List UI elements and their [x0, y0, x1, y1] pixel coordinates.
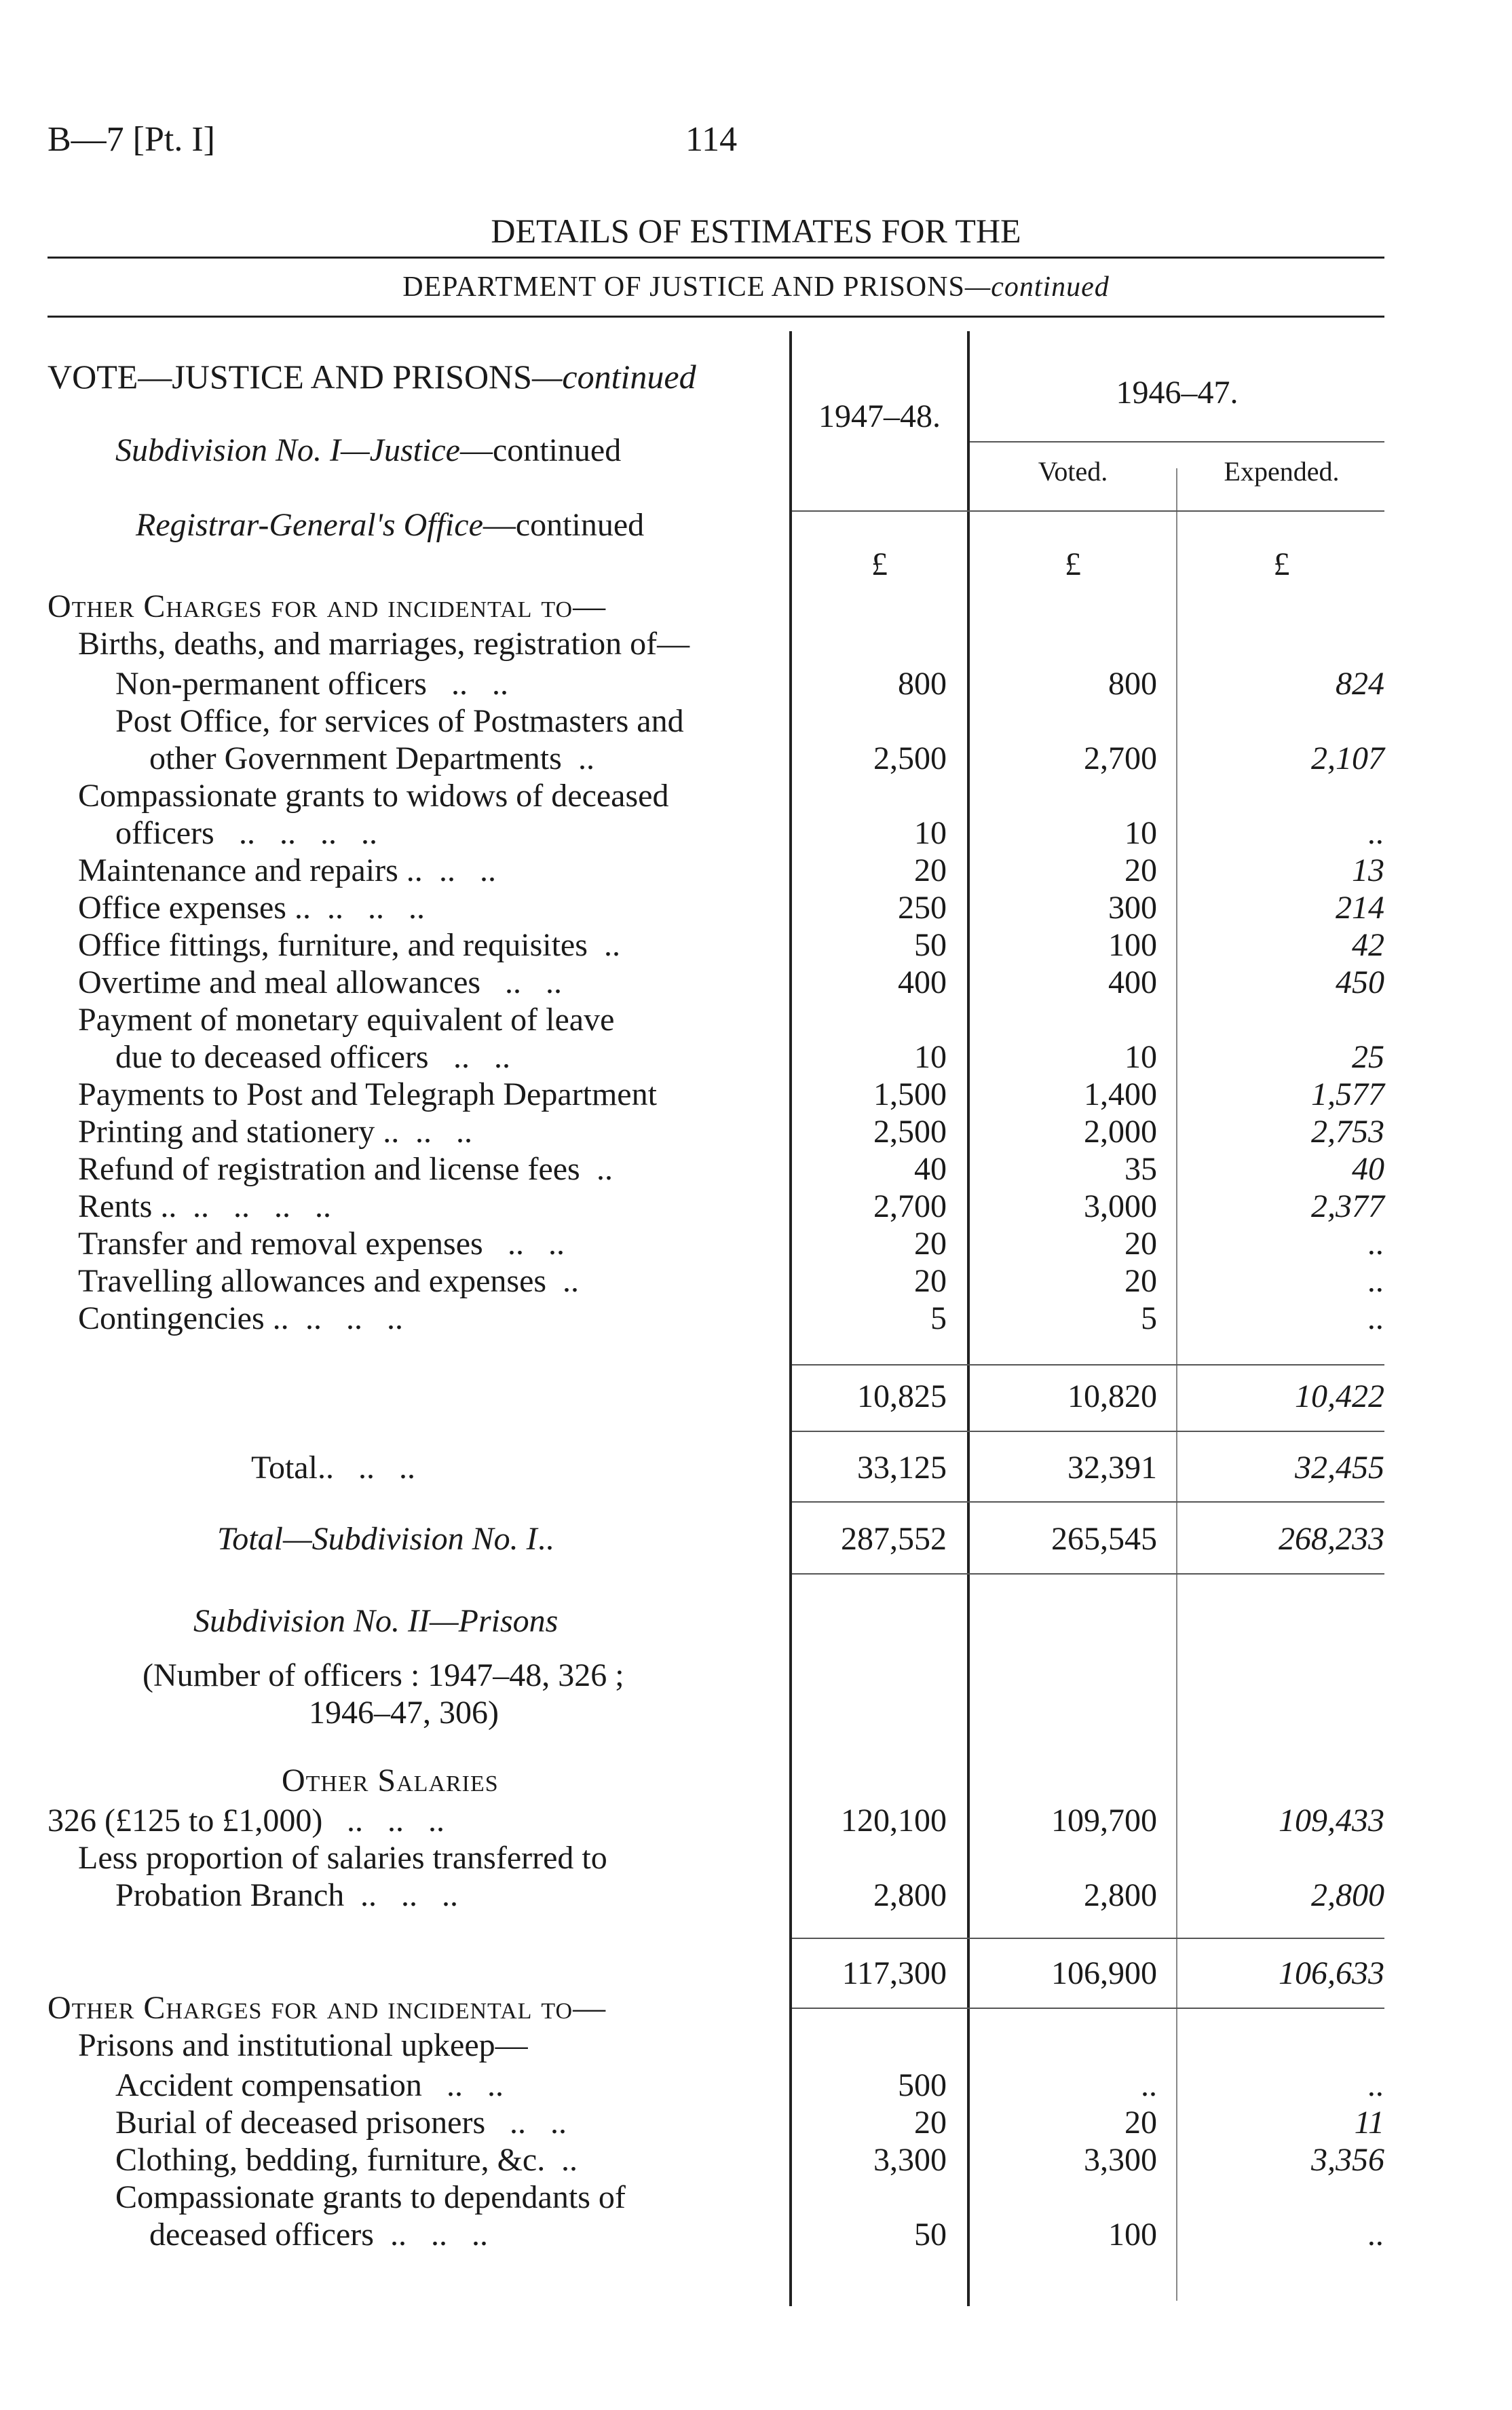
value-1947: 1,500 [873, 1076, 947, 1112]
row-leader: .. .. [429, 1039, 510, 1075]
subtotal-rule-2 [792, 1431, 1384, 1432]
value-voted: 300 [1108, 890, 1157, 926]
value-expended: .. [1368, 1300, 1384, 1336]
subdivision-total-rule [792, 1573, 1384, 1575]
row-label: Accident compensation [115, 2067, 422, 2103]
subdivision-heading: Subdivision No. I—Justice—continued [115, 432, 622, 468]
row-leader: .. .. .. [374, 2217, 488, 2253]
value-voted: 3,000 [1084, 1188, 1157, 1224]
column-header-1947: 1947–48. [818, 398, 941, 434]
row-leader: .. .. [423, 852, 496, 888]
value-1947: 50 [914, 2217, 947, 2253]
row-label: due to deceased officers [115, 1039, 429, 1075]
row-label: deceased officers [149, 2217, 374, 2253]
value-voted: 10 [1124, 1039, 1157, 1075]
value-1947: 40 [914, 1151, 947, 1187]
subdivision-total-row [0, 1520, 1512, 1558]
officers-note-2: 1946–47, 306) [309, 1695, 499, 1731]
value-voted: 100 [1108, 2217, 1157, 2253]
value-1947: 20 [914, 2105, 947, 2141]
table-row [0, 1076, 1512, 1114]
header-split-rule [970, 441, 1384, 443]
births-group-heading: Births, deaths, and marriages, registration of— [78, 626, 690, 662]
subdivision-total-voted: 265,545 [1051, 1521, 1157, 1557]
value-1947: 10 [914, 1039, 947, 1075]
subdivision-total-expended: 268,233 [1279, 1521, 1384, 1557]
title-rule [48, 257, 1384, 259]
value-1947: 50 [914, 927, 947, 963]
column-header-expended: Expended. [1224, 456, 1340, 487]
subdivision-total-leader: .. [537, 1521, 554, 1557]
total-voted: 32,391 [1067, 1450, 1157, 1486]
header-bottom-rule [792, 510, 1384, 512]
value-expended: 1,577 [1311, 1076, 1384, 1112]
value-1947: 20 [914, 852, 947, 888]
value-1947: 2,800 [873, 1877, 947, 1913]
table-row [0, 1225, 1512, 1263]
value-expended: 450 [1336, 964, 1384, 1000]
value-voted: 400 [1108, 964, 1157, 1000]
row-label: Rents .. [78, 1188, 177, 1224]
table-row [0, 2104, 1512, 2142]
table-row [0, 889, 1512, 927]
row-label: Office fittings, furniture, and requisites [78, 927, 588, 963]
row-leader: .. .. [422, 2067, 504, 2103]
column-header-1946: 1946–47. [1116, 375, 1239, 411]
value-expended: 2,377 [1311, 1188, 1384, 1224]
table-row [0, 2141, 1512, 2179]
row-label: Less proportion of salaries transferred to [78, 1840, 607, 1876]
value-expended: 2,800 [1311, 1877, 1384, 1913]
row-leader: .. .. .. .. [214, 815, 377, 851]
officers-note-1: (Number of officers : 1947–48, 326 ; [143, 1657, 624, 1693]
value-1947: 5 [930, 1300, 947, 1336]
value-voted: 2,700 [1084, 740, 1157, 776]
value-voted: 109,700 [1051, 1803, 1157, 1839]
row-leader: .. [545, 2142, 578, 2178]
value-voted: 3,300 [1084, 2142, 1157, 2178]
other-salaries-heading: Other Salaries [282, 1763, 499, 1799]
row-label: Compassionate grants to dependants of [115, 2179, 626, 2215]
column-header-voted: Voted. [1038, 456, 1108, 487]
value-expended: .. [1368, 2067, 1384, 2103]
value-1947: 500 [898, 2067, 947, 2103]
currency-voted: £ [1065, 546, 1081, 582]
value-voted: .. [1141, 2067, 1157, 2103]
subtotal-row [0, 1378, 1512, 1416]
value-voted: 35 [1124, 1151, 1157, 1187]
row-label: Payments to Post and Telegraph Department [78, 1076, 657, 1112]
row-label: Office expenses .. [78, 890, 311, 926]
value-1947: 400 [898, 964, 947, 1000]
value-1947: 2,500 [873, 1114, 947, 1150]
subtotal-expended: 10,422 [1295, 1378, 1384, 1414]
value-expended: 109,433 [1279, 1803, 1384, 1839]
row-leader: .. .. [427, 666, 508, 702]
row-leader: .. .. .. .. [176, 1188, 331, 1224]
value-voted: 800 [1108, 666, 1157, 702]
row-label: Maintenance and repairs .. [78, 852, 423, 888]
value-1947: 120,100 [841, 1803, 947, 1839]
subtotal-rule-1 [792, 1364, 1384, 1366]
value-expended: 13 [1352, 852, 1384, 888]
value-expended: 11 [1354, 2105, 1384, 2141]
table-row [0, 1262, 1512, 1300]
total-1947: 33,125 [857, 1450, 947, 1486]
table-row [0, 702, 1512, 740]
table-row [0, 814, 1512, 852]
salaries-subtotal-bottom-rule [792, 2008, 1384, 2009]
table-row [0, 740, 1512, 778]
row-leader: .. .. .. [289, 1300, 403, 1336]
salaries-subtotal-1947: 117,300 [842, 1955, 947, 1991]
vote-heading: VOTE—JUSTICE AND PRISONS—continued [48, 358, 696, 396]
value-voted: 2,800 [1084, 1877, 1157, 1913]
table-row [0, 1150, 1512, 1188]
row-leader: .. [588, 927, 620, 963]
row-leader: .. [580, 1151, 613, 1187]
subtotal-voted: 10,820 [1067, 1378, 1157, 1414]
value-expended: 40 [1352, 1151, 1384, 1187]
table-row [0, 1038, 1512, 1076]
table-row [0, 2216, 1512, 2254]
row-leader: .. [562, 740, 594, 776]
row-leader: .. .. [483, 1226, 565, 1262]
value-expended: 214 [1336, 890, 1384, 926]
row-label: Non-permanent officers [115, 666, 427, 702]
other-charges-heading: Other Charges for and incidental to— [48, 588, 607, 624]
value-1947: 10 [914, 815, 947, 851]
row-leader: .. .. [399, 1114, 472, 1150]
table-row [0, 1839, 1512, 1877]
value-expended: 25 [1352, 1039, 1384, 1075]
total-leader: .. .. .. [318, 1450, 415, 1486]
value-expended: .. [1368, 2217, 1384, 2253]
value-voted: 20 [1124, 1263, 1157, 1299]
table-row [0, 1113, 1512, 1151]
subtotal-1947: 10,825 [857, 1378, 947, 1414]
value-voted: 5 [1141, 1300, 1157, 1336]
row-label: Travelling allowances and expenses [78, 1263, 547, 1299]
page-title: DETAILS OF ESTIMATES FOR THE [491, 212, 1021, 250]
row-leader: .. .. .. [322, 1803, 445, 1839]
row-label: Printing and stationery .. [78, 1114, 400, 1150]
value-1947: 20 [914, 1263, 947, 1299]
value-voted: 1,400 [1084, 1076, 1157, 1112]
table-row [0, 926, 1512, 964]
row-label: officers [115, 815, 214, 851]
value-voted: 10 [1124, 815, 1157, 851]
table-row [0, 1188, 1512, 1226]
currency-1947: £ [871, 546, 888, 582]
value-expended: 42 [1352, 927, 1384, 963]
row-label: Overtime and meal allowances [78, 964, 481, 1000]
row-label: 326 (£125 to £1,000) [48, 1803, 323, 1839]
value-1947: 20 [914, 1226, 947, 1262]
subdivision-total-label: Total—Subdivision No. I [217, 1521, 537, 1557]
row-leader: .. .. .. [344, 1877, 458, 1913]
value-1947: 3,300 [873, 2142, 947, 2178]
total-rule [792, 1501, 1384, 1503]
table-row [0, 1802, 1512, 1840]
table-row [0, 964, 1512, 1002]
row-label: Post Office, for services of Postmasters and [115, 703, 684, 739]
department-rule [48, 316, 1384, 318]
row-leader: .. .. [480, 964, 562, 1000]
prisons-heading: Subdivision No. II—Prisons [193, 1603, 559, 1639]
department-heading: DEPARTMENT OF JUSTICE AND PRISONS—continued [402, 271, 1110, 303]
salaries-subtotal-expended: 106,633 [1279, 1955, 1384, 1991]
row-label: Transfer and removal expenses [78, 1226, 483, 1262]
table-row [0, 1001, 1512, 1039]
value-expended: .. [1368, 1263, 1384, 1299]
table-row [0, 2067, 1512, 2105]
row-leader: .. .. [485, 2105, 567, 2141]
value-voted: 2,000 [1084, 1114, 1157, 1150]
row-label: other Government Departments [149, 740, 562, 776]
total-row [0, 1449, 1512, 1487]
value-expended: 2,107 [1311, 740, 1384, 776]
row-label: Refund of registration and license fees [78, 1151, 580, 1187]
salaries-subtotal-voted: 106,900 [1051, 1955, 1157, 1991]
row-leader: .. [546, 1263, 579, 1299]
table-row [0, 665, 1512, 703]
table-row [0, 852, 1512, 890]
row-label: Payment of monetary equivalent of leave [78, 1002, 615, 1038]
value-voted: 20 [1124, 1226, 1157, 1262]
value-1947: 2,500 [873, 740, 947, 776]
value-expended: 3,356 [1311, 2142, 1384, 2178]
value-voted: 20 [1124, 852, 1157, 888]
row-label: Clothing, bedding, furniture, &c. [115, 2142, 546, 2178]
row-leader: .. .. .. [311, 890, 425, 926]
row-label: Probation Branch [115, 1877, 345, 1913]
subdivision-total-1947: 287,552 [841, 1521, 947, 1557]
value-1947: 2,700 [873, 1188, 947, 1224]
prisons-charges-heading: Other Charges for and incidental to— [48, 1990, 607, 2026]
value-expended: 824 [1336, 666, 1384, 702]
currency-expended: £ [1273, 546, 1290, 582]
row-label: Compassionate grants to widows of deceased [78, 778, 669, 814]
total-expended: 32,455 [1295, 1450, 1384, 1486]
value-voted: 100 [1108, 927, 1157, 963]
value-expended: .. [1368, 815, 1384, 851]
value-1947: 250 [898, 890, 947, 926]
total-label: Total [251, 1450, 318, 1486]
row-label: Contingencies .. [78, 1300, 289, 1336]
value-expended: 2,753 [1311, 1114, 1384, 1150]
row-label: Burial of deceased prisoners [115, 2105, 486, 2141]
salaries-subtotal-row [0, 1955, 1512, 1993]
value-1947: 800 [898, 666, 947, 702]
table-row [0, 1300, 1512, 1338]
value-expended: .. [1368, 1226, 1384, 1262]
report-reference: B—7 [Pt. I] [48, 120, 215, 159]
value-voted: 20 [1124, 2105, 1157, 2141]
table-row [0, 1877, 1512, 1915]
table-row [0, 777, 1512, 815]
upkeep-group-heading: Prisons and institutional upkeep— [78, 2027, 528, 2063]
page-number: 114 [685, 120, 738, 159]
office-heading: Registrar-General's Office—continued [136, 507, 645, 543]
table-row [0, 2179, 1512, 2217]
salaries-subtotal-rule [792, 1938, 1384, 1939]
